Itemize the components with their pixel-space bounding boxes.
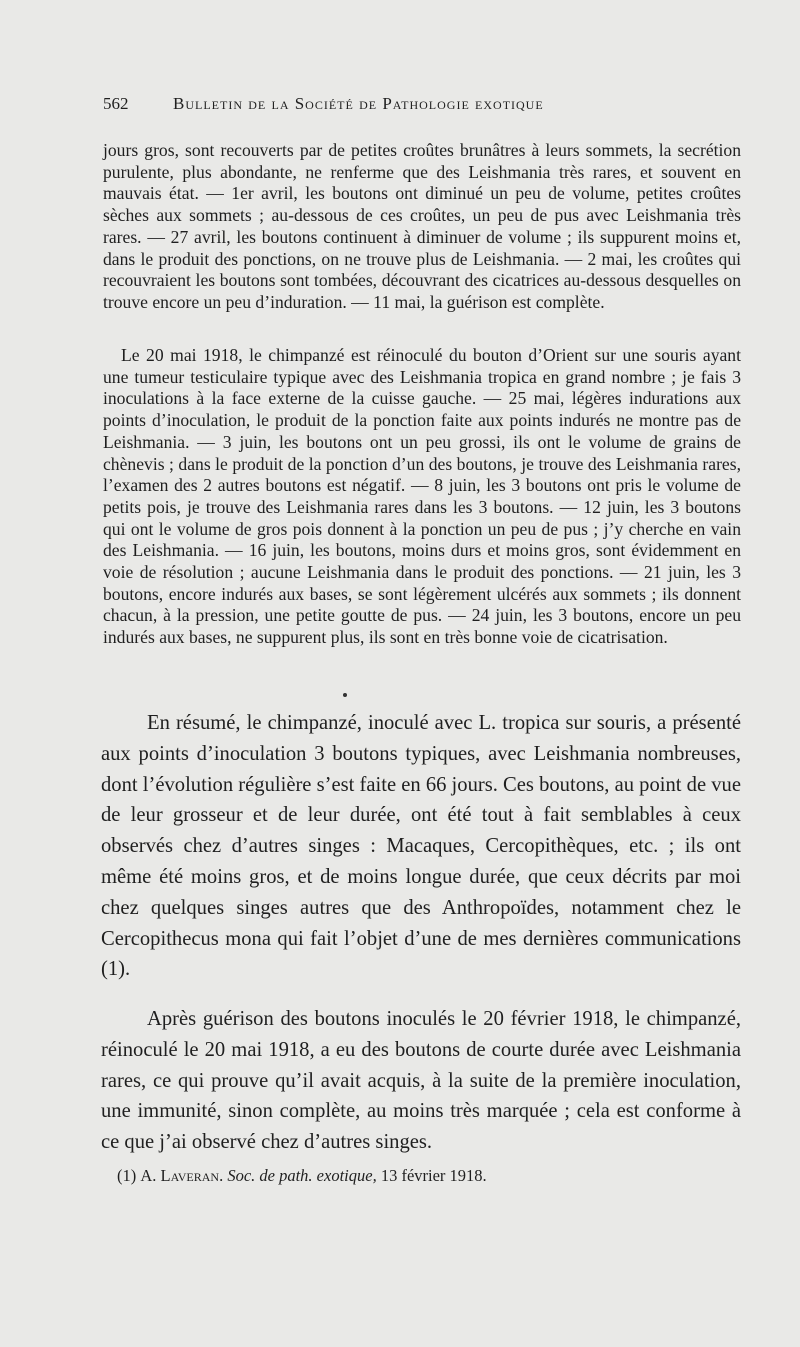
paragraph-text: Le 20 mai 1918, le chimpanzé est réinoculé du bouton d’Orient sur une souris ayant une tumeur testiculaire typique avec des Leishmania tropica en grand nombre ; je fais 3 inoculations à la face externe de la cuisse gauche. — 25 mai, légères indurations aux points d’inoculation, le produit de la ponction faite aux points indurés ne montre pas de Leishmania. — 3 juin, les boutons ont un peu grossi, ils ont le volume de grains de chènevis ; dans le produit de la ponction d’un des boutons, je trouve des Leishmania rares, l’examen des 2 autres boutons est négatif. — 8 juin, les 3 boutons ont pris le volume de petits pois, je trouve des Leishmania rares dans les 3 boutons. — 12 juin, les 3 boutons qui ont le volume de gros pois donnent à la ponction un peu de pus ; j’y cherche en vain des Leishmania. — 16 juin, les boutons, moins durs et moins gros, sont évidemment en voie de résolution ; aucune Leishmania dans le produit des ponctions. — 21 juin, les 3 boutons, encore indurés aux bases, se sont légèrement ulcérés aux sommets ; ils donnent chacun, à la pression, une petite goutte de pus. — 24 juin, les 3 boutons, encore un peu indurés aux bases, ne suppurent plus, ils sont en très bonne voie de cicatrisation. (103, 345, 741, 648)
case-notes-paragraph-1 (103, 140, 741, 314)
case-notes-paragraph-2 (103, 345, 741, 649)
page-number: 562 (103, 94, 129, 113)
paragraph-text: Après guérison des boutons inoculés le 20 février 1918, le chimpanzé, réinoculé le 20 mai 1918, a eu des boutons de courte durée avec Leishmania rares, ce qui prouve qu’il avait acquis, à la suite de la première inoculation, une immunité, sinon complète, au moins très marquée ; cela est conforme à ce que j’ai observé chez d’autres singes. (101, 1008, 741, 1154)
paragraph-text: jours gros, sont recouverts par de petites croûtes brunâtres à leurs sommets, la secrétion purulente, plus abondante, ne renferme que des Leishmania très rares, et souvent en mauvais état. — 1er avril, les boutons ont diminué un peu de volume, petites croûtes sèches aux sommets ; au-dessous de ces croûtes, un peu de pus avec Leishmania très rares. — 27 avril, les boutons continuent à diminuer de volume ; ils suppurent moins et, dans le produit des ponctions, on ne trouve plus de Leishmania. — 2 mai, les croûtes qui recouvraient les boutons sont tombées, découvrant des cicatrices au-dessous desquelles on trouve encore un peu d’induration. — 11 mai, la guérison est complète. (103, 140, 741, 312)
footnote-source: Soc. de path. exotique, (227, 1166, 377, 1185)
footnote-date: 13 février 1918. (380, 1166, 487, 1185)
summary-paragraph (101, 708, 741, 985)
conclusion-paragraph (101, 1004, 741, 1158)
footnote-marker: (1) (117, 1166, 137, 1185)
section-separator-dot (343, 693, 347, 697)
footnote (117, 1165, 737, 1187)
page-header (103, 94, 703, 122)
footnote-author: A. Laveran. (140, 1166, 224, 1185)
paragraph-text: En résumé, le chimpanzé, inoculé avec L. tropica sur souris, a présenté aux points d’inoculation 3 boutons typiques, avec Leishmania nombreuses, dont l’évolution régulière s’est faite en 66 jours. Ces boutons, au point de vue de leur grosseur et de leur durée, ont été tout à fait semblables à ceux observés chez d’autres singes : Macaques, Cercopithèques, etc. ; ils ont même été moins gros, et de moins longue durée, que ceux décrits par moi chez quelques singes autres que des Anthropoïdes, notamment chez le Cercopithecus mona qui fait l’objet d’une de mes dernières communications (1). (101, 712, 741, 981)
running-title: Bulletin de la Société de Pathologie exotique (173, 94, 544, 113)
